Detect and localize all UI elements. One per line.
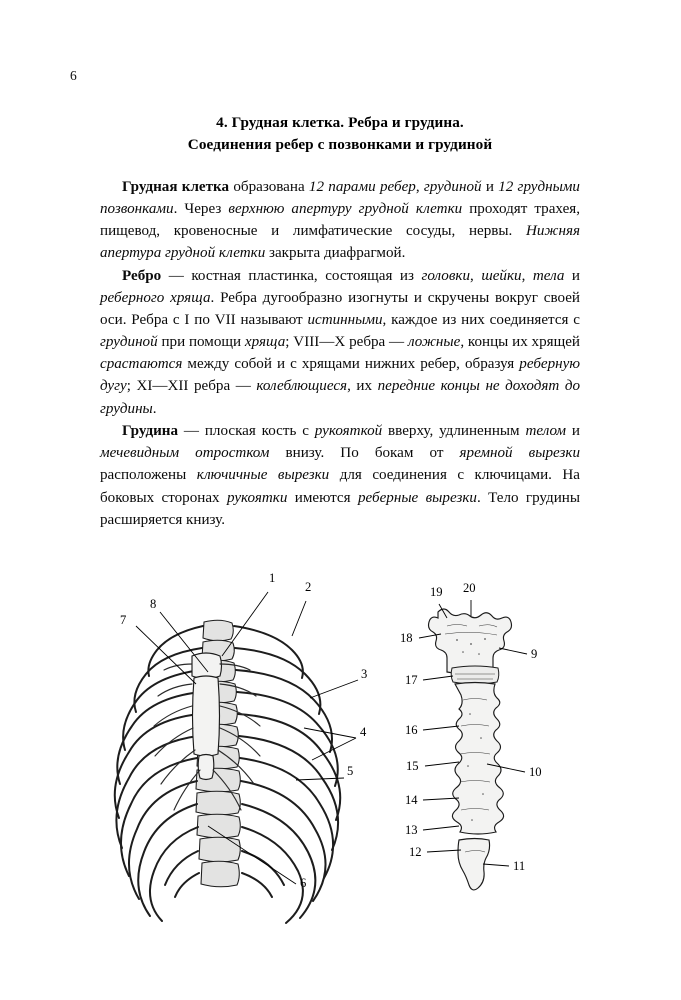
callout-label-7: 7: [120, 613, 127, 627]
callout-label-15: 15: [406, 759, 419, 773]
callout-label-10: 10: [529, 765, 542, 779]
callout-label-1: 1: [269, 571, 276, 585]
callout-label-9: 9: [531, 647, 538, 661]
callout-label-20: 20: [463, 581, 476, 595]
callout-label-12: 12: [409, 845, 422, 859]
callout-label-13: 13: [405, 823, 418, 837]
sternum-body: [452, 683, 503, 835]
callout-label-16: 16: [405, 723, 418, 737]
callout-label-18: 18: [400, 631, 413, 645]
page-title-line-2: Соединения ребер с позвонками и грудиной: [187, 135, 493, 153]
callout-label-6: 6: [300, 876, 307, 890]
body-text: [100, 176, 580, 531]
page-number: 6: [70, 68, 77, 83]
page-title-line-1: 4. Грудная клетка. Ребра и грудина.: [216, 114, 464, 131]
callout-label-17: 17: [405, 673, 418, 687]
figure-group: [0, 556, 681, 976]
paragraph-3: Грудина — плоская кость с рукояткой вверху, удлиненным телом и мечевидным отростком внизу. По бокам от яремной вырезки расположены ключичные вырезки для соединения с ключицами. На боковых сторонах рукоятки имеются реберные вырезки. Тело грудины расширяется книзу.: [100, 423, 581, 528]
sternal-angle: [451, 666, 499, 684]
paragraph-1: Грудная клетка образована 12 парами ребер, грудиной и 12 грудными позвонками. Через верхнюю апертуру грудной клетки проходят трахея, пищевод, кровеносные и лимфатические сосуды, нервы. Нижняя апертура грудной клетки закрыта диафрагмой.: [100, 179, 580, 262]
thorax-rib-cage-illustration: [96, 564, 396, 964]
callout-label-8: 8: [150, 597, 157, 611]
ribs-left: [115, 626, 203, 921]
callout-label-2: 2: [305, 580, 312, 594]
callout-label-11: 11: [513, 859, 526, 873]
callout-leaders: [136, 592, 358, 884]
callout-label-19: 19: [430, 585, 443, 599]
callout-label-3: 3: [361, 667, 368, 681]
paragraph-2: Ребро — костная пластинка, состоящая из головки, шейки, тела и реберного хряща. Ребра дугообразно изогнуты и скручены вокруг своей оси. Ребра с I по VII называют истинными, каждое из них соединяется с грудиной при помощи хряща; VIII—X ребра — ложные, концы их хрящей срастаются между собой и с хрящами нижних ребер, образуя реберную дугу; XI—XII ребра — колеблющиеся, их передние концы не доходят до грудины.: [100, 267, 581, 417]
page-title: [100, 112, 580, 155]
callout-label-4: 4: [360, 725, 367, 739]
callout-label-5: 5: [347, 764, 354, 778]
manubrium: [429, 609, 512, 674]
callout-label-14: 14: [405, 793, 418, 807]
sternum-illustration: [375, 568, 575, 928]
